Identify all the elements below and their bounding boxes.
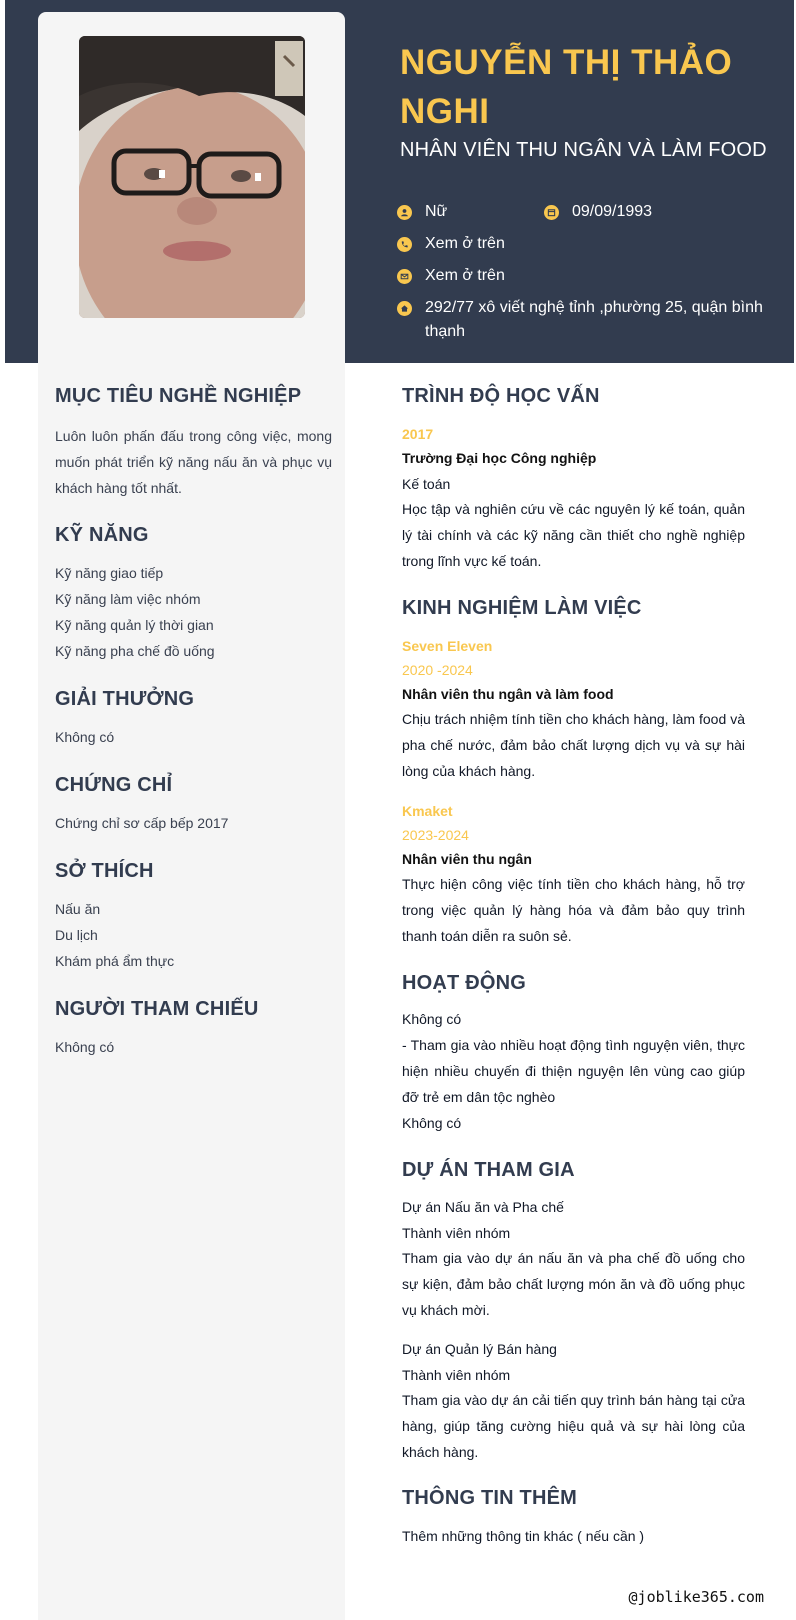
address-row xyxy=(397,296,767,344)
phone-icon xyxy=(397,237,412,252)
education-entry xyxy=(402,422,745,574)
address-value: 292/77 xô viết nghệ tỉnh ,phường 25, quận bình thạnh xyxy=(425,299,763,340)
gender-row xyxy=(397,200,447,224)
experience-period: 2020 -2024 xyxy=(402,662,473,678)
project-role: Thành viên nhóm xyxy=(402,1225,511,1241)
activities-line: Không có xyxy=(402,1011,462,1027)
email-row xyxy=(397,264,505,288)
hobby-item: Nấu ăn xyxy=(55,901,101,917)
awards-heading: GIẢI THƯỞNG xyxy=(55,688,195,710)
skill-item: Kỹ năng quản lý thời gian xyxy=(55,617,214,633)
home-icon xyxy=(397,301,412,316)
phone-row xyxy=(397,232,505,256)
education-major: Kế toán xyxy=(402,476,451,492)
hobbies-heading: SỞ THÍCH xyxy=(55,860,154,882)
awards-text: Không có xyxy=(55,729,115,745)
additional-entry xyxy=(402,1524,745,1548)
activities-entry xyxy=(402,1006,745,1136)
hobby-item: Du lịch xyxy=(55,927,98,943)
references-heading: NGƯỜI THAM CHIẾU xyxy=(55,998,259,1020)
objective-heading: MỤC TIÊU NGHỀ NGHIỆP xyxy=(55,385,302,407)
additional-heading: THÔNG TIN THÊM xyxy=(402,1487,578,1509)
job-title: NHÂN VIÊN THU NGÂN VÀ LÀM FOOD xyxy=(400,139,767,161)
experience-company: Kmaket xyxy=(402,803,453,819)
experience-position: Nhân viên thu ngân xyxy=(402,851,532,867)
experience-heading: KINH NGHIỆM LÀM VIỆC xyxy=(402,597,642,619)
gender-value: Nữ xyxy=(425,203,448,220)
calendar-icon xyxy=(544,205,559,220)
skill-item: Kỹ năng giao tiếp xyxy=(55,565,164,581)
experience-entry xyxy=(402,799,745,949)
education-description: Học tập và nghiên cứu về các nguyên lý kế toán, quản lý tài chính và các kỹ năng cần thiết cho nghề nghiệp trong lĩnh vực kế toán. xyxy=(402,501,745,569)
watermark: @joblike365.com xyxy=(628,1588,764,1606)
experience-period: 2023-2024 xyxy=(402,827,469,843)
activities-line: - Tham gia vào nhiều hoạt động tình nguyện viên, thực hiện nhiều chuyến đi thiện nguyện lên vùng cao giúp đỡ trẻ em dân tộc nghèo xyxy=(402,1037,745,1105)
user-icon xyxy=(397,205,412,220)
experience-description: Thực hiện công việc tính tiền cho khách hàng, hỗ trợ trong việc quản lý hàng hóa và đảm bảo quy trình thanh toán diễn ra suôn sẻ. xyxy=(402,876,745,944)
projects-heading: DỰ ÁN THAM GIA xyxy=(402,1159,575,1181)
profile-photo xyxy=(79,36,305,318)
project-name: Dự án Quản lý Bán hàng xyxy=(402,1341,557,1357)
experience-entry xyxy=(402,634,745,784)
profile-photo-illustration xyxy=(79,36,305,318)
skill-item: Kỹ năng làm việc nhóm xyxy=(55,591,201,607)
skill-item: Kỹ năng pha chế đồ uống xyxy=(55,643,215,659)
birthday-value: 09/09/1993 xyxy=(572,203,653,220)
education-year: 2017 xyxy=(402,426,434,442)
hobby-item: Khám phá ẩm thực xyxy=(55,953,175,969)
education-heading: TRÌNH ĐỘ HỌC VẤN xyxy=(402,385,600,407)
experience-position: Nhân viên thu ngân và làm food xyxy=(402,686,614,702)
project-description: Tham gia vào dự án cải tiến quy trình bán hàng tại cửa hàng, giúp tăng cường hiệu quả và sự hài lòng của khách hàng. xyxy=(402,1392,745,1460)
certificates-text: Chứng chỉ sơ cấp bếp 2017 xyxy=(55,815,229,831)
skills-list xyxy=(55,560,332,664)
hobbies-list xyxy=(55,896,332,974)
project-entry xyxy=(402,1195,745,1323)
email-icon xyxy=(397,269,412,284)
project-description: Tham gia vào dự án nấu ăn và pha chế đồ uống cho sự kiện, đảm bảo chất lượng món ăn và đồ uống phục vụ khách mời. xyxy=(402,1250,745,1318)
birthday-row xyxy=(544,200,652,224)
candidate-name: NGUYỄN THỊ THẢO NGHI xyxy=(400,43,733,131)
project-entry xyxy=(402,1337,745,1465)
activities-heading: HOẠT ĐỘNG xyxy=(402,972,527,994)
project-name: Dự án Nấu ăn và Pha chế xyxy=(402,1199,564,1215)
activities-line: Không có xyxy=(402,1115,462,1131)
certificates-heading: CHỨNG CHỈ xyxy=(55,774,173,796)
additional-text: Thêm những thông tin khác ( nếu cần ) xyxy=(402,1528,645,1544)
skills-heading: KỸ NĂNG xyxy=(55,524,149,546)
references-text: Không có xyxy=(55,1039,115,1055)
experience-description: Chịu trách nhiệm tính tiền cho khách hàng, làm food và pha chế nước, đảm bảo chất lượng dịch vụ và sự hài lòng của khách hàng. xyxy=(402,711,745,779)
education-school: Trường Đại học Công nghiệp xyxy=(402,450,597,466)
email-value: Xem ở trên xyxy=(425,267,505,284)
phone-value: Xem ở trên xyxy=(425,235,505,252)
project-role: Thành viên nhóm xyxy=(402,1367,511,1383)
experience-company: Seven Eleven xyxy=(402,638,493,654)
objective-text: Luôn luôn phấn đấu trong công việc, mong muốn phát triển kỹ năng nấu ăn và phục vụ khách hàng tốt nhất. xyxy=(55,428,332,496)
